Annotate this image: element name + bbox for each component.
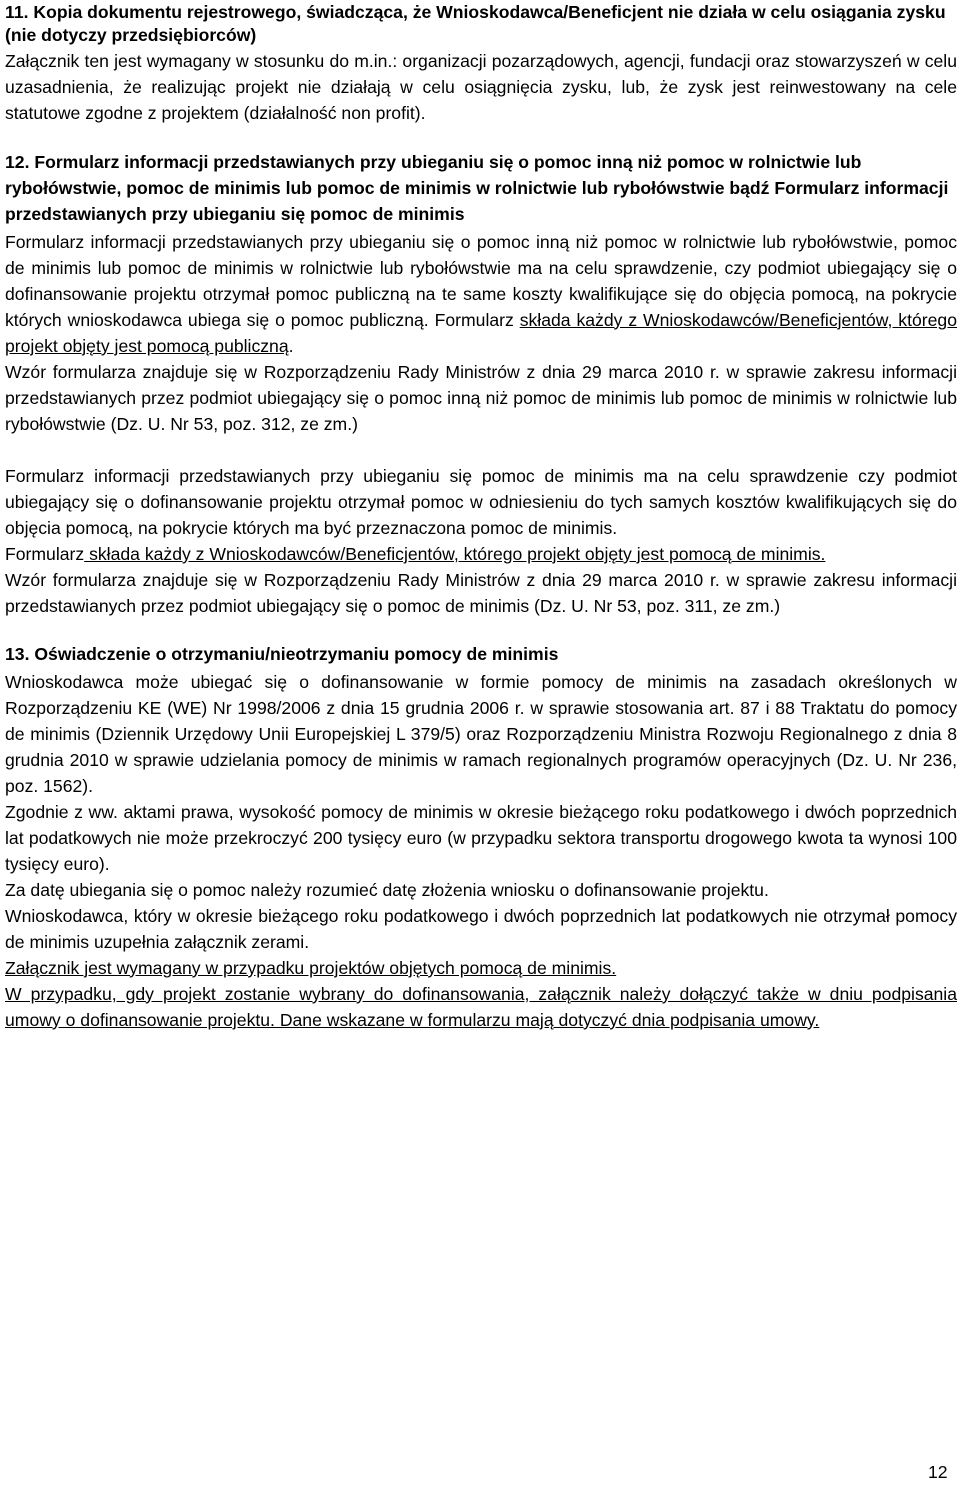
section-12-para1-text: Formularz informacji przedstawianych przy ubieganiu się o pomoc inną niż pomoc w rolnictwie lub rybołówstwie, pomoc de minimis lub pomoc de minimis w rolnictwie lub rybołówstwie ma na celu sprawdzenie, czy podmiot ubiegający się o dofinansowanie projektu otrzymał pomoc publiczną na te same koszty kwalifikujące się do objęcia pomocą, na pokrycie których wnioskodawca ubiega się o pomoc publiczną. [5,231,957,330]
section-13-para3: Za datę ubiegania się o pomoc należy rozumieć datę złożenia wniosku o dofinansowanie projektu. [5,879,769,900]
section-11-heading: 11. Kopia dokumentu rejestrowego, świadcząca, że Wnioskodawca/Beneficjent nie działa w celu osiągania zysku (nie dotyczy przedsiębiorców) [5,2,946,46]
document-page [5,0,957,1033]
section-12-para4 [5,541,957,567]
section-13-para2: Zgodnie z ww. aktami prawa, wysokość pomocy de minimis w okresie bieżącego roku podatkowego i dwóch poprzednich lat podatkowych nie może przekroczyć 200 tysięcy euro (w przypadku sektora transportu drogowego kwota ta wynosi 100 tysięcy euro). [5,801,957,874]
page-number: 12 [928,1462,948,1482]
section-12-heading: 12. Formularz informacji przedstawianych przy ubieganiu się o pomoc inną niż pomoc w rolnictwie lub rybołówstwie, pomoc de minimis lub pomoc de minimis w rolnictwie lub rybołówstwie bądź Formularz informacji przedstawianych przy ubieganiu się pomoc de minimis [5,151,949,224]
section-13-heading: 13. Oświadczenie o otrzymaniu/nieotrzymaniu pomocy de minimis [5,643,559,664]
section-13-para5: Załącznik jest wymagany w przypadku projektów objętych pomocą de minimis. [5,957,617,978]
section-12-para1-end: . [288,335,294,356]
section-13-para6: W przypadku, gdy projekt zostanie wybrany do dofinansowania, załącznik należy dołączyć także w dniu podpisania umowy o dofinansowanie projektu. Dane wskazane w formularzu mają dotyczyć dnia podpisania umowy. [5,983,957,1030]
section-12-para4-lead: Formularz [5,543,85,564]
section-12-para5: Wzór formularza znajduje się w Rozporządzeniu Rady Ministrów z dnia 29 marca 2010 r. w sprawie zakresu informacji przedstawianych przez podmiot ubiegający się o pomoc de minimis (Dz. U. Nr 53, poz. 311, ze zm.) [5,569,957,616]
section-12-para3: Formularz informacji przedstawianych przy ubieganiu się pomoc de minimis ma na celu sprawdzenie czy podmiot ubiegający się o dofinansowanie projektu otrzymał pomoc w odniesieniu do tych samych kosztów kwalifikujących się do objęcia pomocą, na pokrycie których ma być przeznaczona pomoc de minimis. [5,465,957,538]
section-13-para4: Wnioskodawca, który w okresie bieżącego roku podatkowego i dwóch poprzednich lat podatkowych nie otrzymał pomocy de minimis uzupełnia załącznik zerami. [5,905,957,952]
section-12-para1-underlined: składa każdy z Wnioskodawców/Beneficjentów, którego projekt objęty jest pomocą publiczną [5,309,957,356]
section-11-text: Załącznik ten jest wymagany w stosunku do m.in.: organizacji pozarządowych, agencji, fundacji oraz stowarzyszeń w celu uzasadnienia, że realizując projekt nie działają w celu osiągnięcia zysku, lub, że zysk jest reinwestowany na cele statutowe zgodne z projektem (działalność non profit). [5,50,957,123]
section-12-para1-tail: Formularz [434,309,514,330]
section-13-para1: Wnioskodawca może ubiegać się o dofinansowanie w formie pomocy de minimis na zasadach określonych w Rozporządzeniu KE (WE) Nr 1998/2006 z dnia 15 grudnia 2006 r. w sprawie stosowania art. 87 i 88 Traktatu do pomocy de minimis (Dziennik Urzędowy Unii Europejskiej L 379/5) oraz Rozporządzeniu Ministra Rozwoju Regionalnego z dnia 8 grudnia 2010 w sprawie udzielania pomocy de minimis w ramach regionalnych programów operacyjnych (Dz. U. Nr 236, poz. 1562). [5,671,957,796]
section-12-para4-underlined: składa każdy z Wnioskodawców/Beneficjentów, którego projekt objęty jest pomocą de minimis. [84,543,826,564]
section-12-para2: Wzór formularza znajduje się w Rozporządzeniu Rady Ministrów z dnia 29 marca 2010 r. w sprawie zakresu informacji przedstawianych przez podmiot ubiegający się o pomoc inną niż pomoc de minimis lub pomoc de minimis w rolnictwie lub rybołówstwie (Dz. U. Nr 53, poz. 312, ze zm.) [5,361,957,434]
section-12-para1 [5,229,957,359]
